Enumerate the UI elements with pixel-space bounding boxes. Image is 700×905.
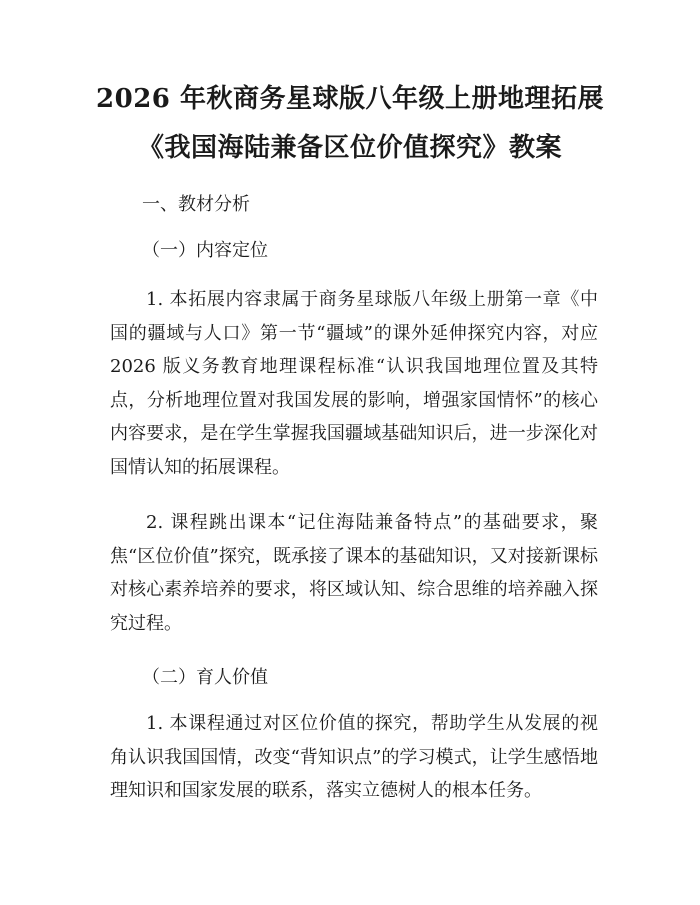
subsection-heading-educational-value: （二）育人价值 [142,667,268,688]
paragraph-content-positioning-1: 1. 本拓展内容隶属于商务星球版八年级上册第一章《中国的疆域与人口》第一节“疆域”的课外延伸探究内容，对应 2026 版义务教育地理课程标准“认识我国地理位置及其特点，分析地理位置对我国发展的影响，增强家国情怀”的核心内容要求，是在学生掌握我国疆域基础知识后，进一步深化对国情认知的拓展课程。 [110,289,598,478]
document-title-line-2: 《我国海陆兼备区位价值探究》教案 [137,133,562,163]
section-heading-textbook-analysis: 一、教材分析 [142,194,250,215]
document-title-line-1: 2026 年秋商务星球版八年级上册地理拓展 [96,84,604,114]
paragraph-content-positioning-2: 2. 课程跳出课本“记住海陆兼备特点”的基础要求，聚焦“区位价值”探究，既承接了课本的基础知识，又对接新课标对核心素养培养的要求，将区域认知、综合思维的培养融入探究过程。 [110,512,598,634]
subsection-heading-content-positioning: （一）内容定位 [142,240,268,261]
paragraph-educational-value-1: 1. 本课程通过对区位价值的探究，帮助学生从发展的视角认识我国国情，改变“背知识点”的学习模式，让学生感悟地理知识和国家发展的联系，落实立德树人的根本任务。 [110,713,598,801]
